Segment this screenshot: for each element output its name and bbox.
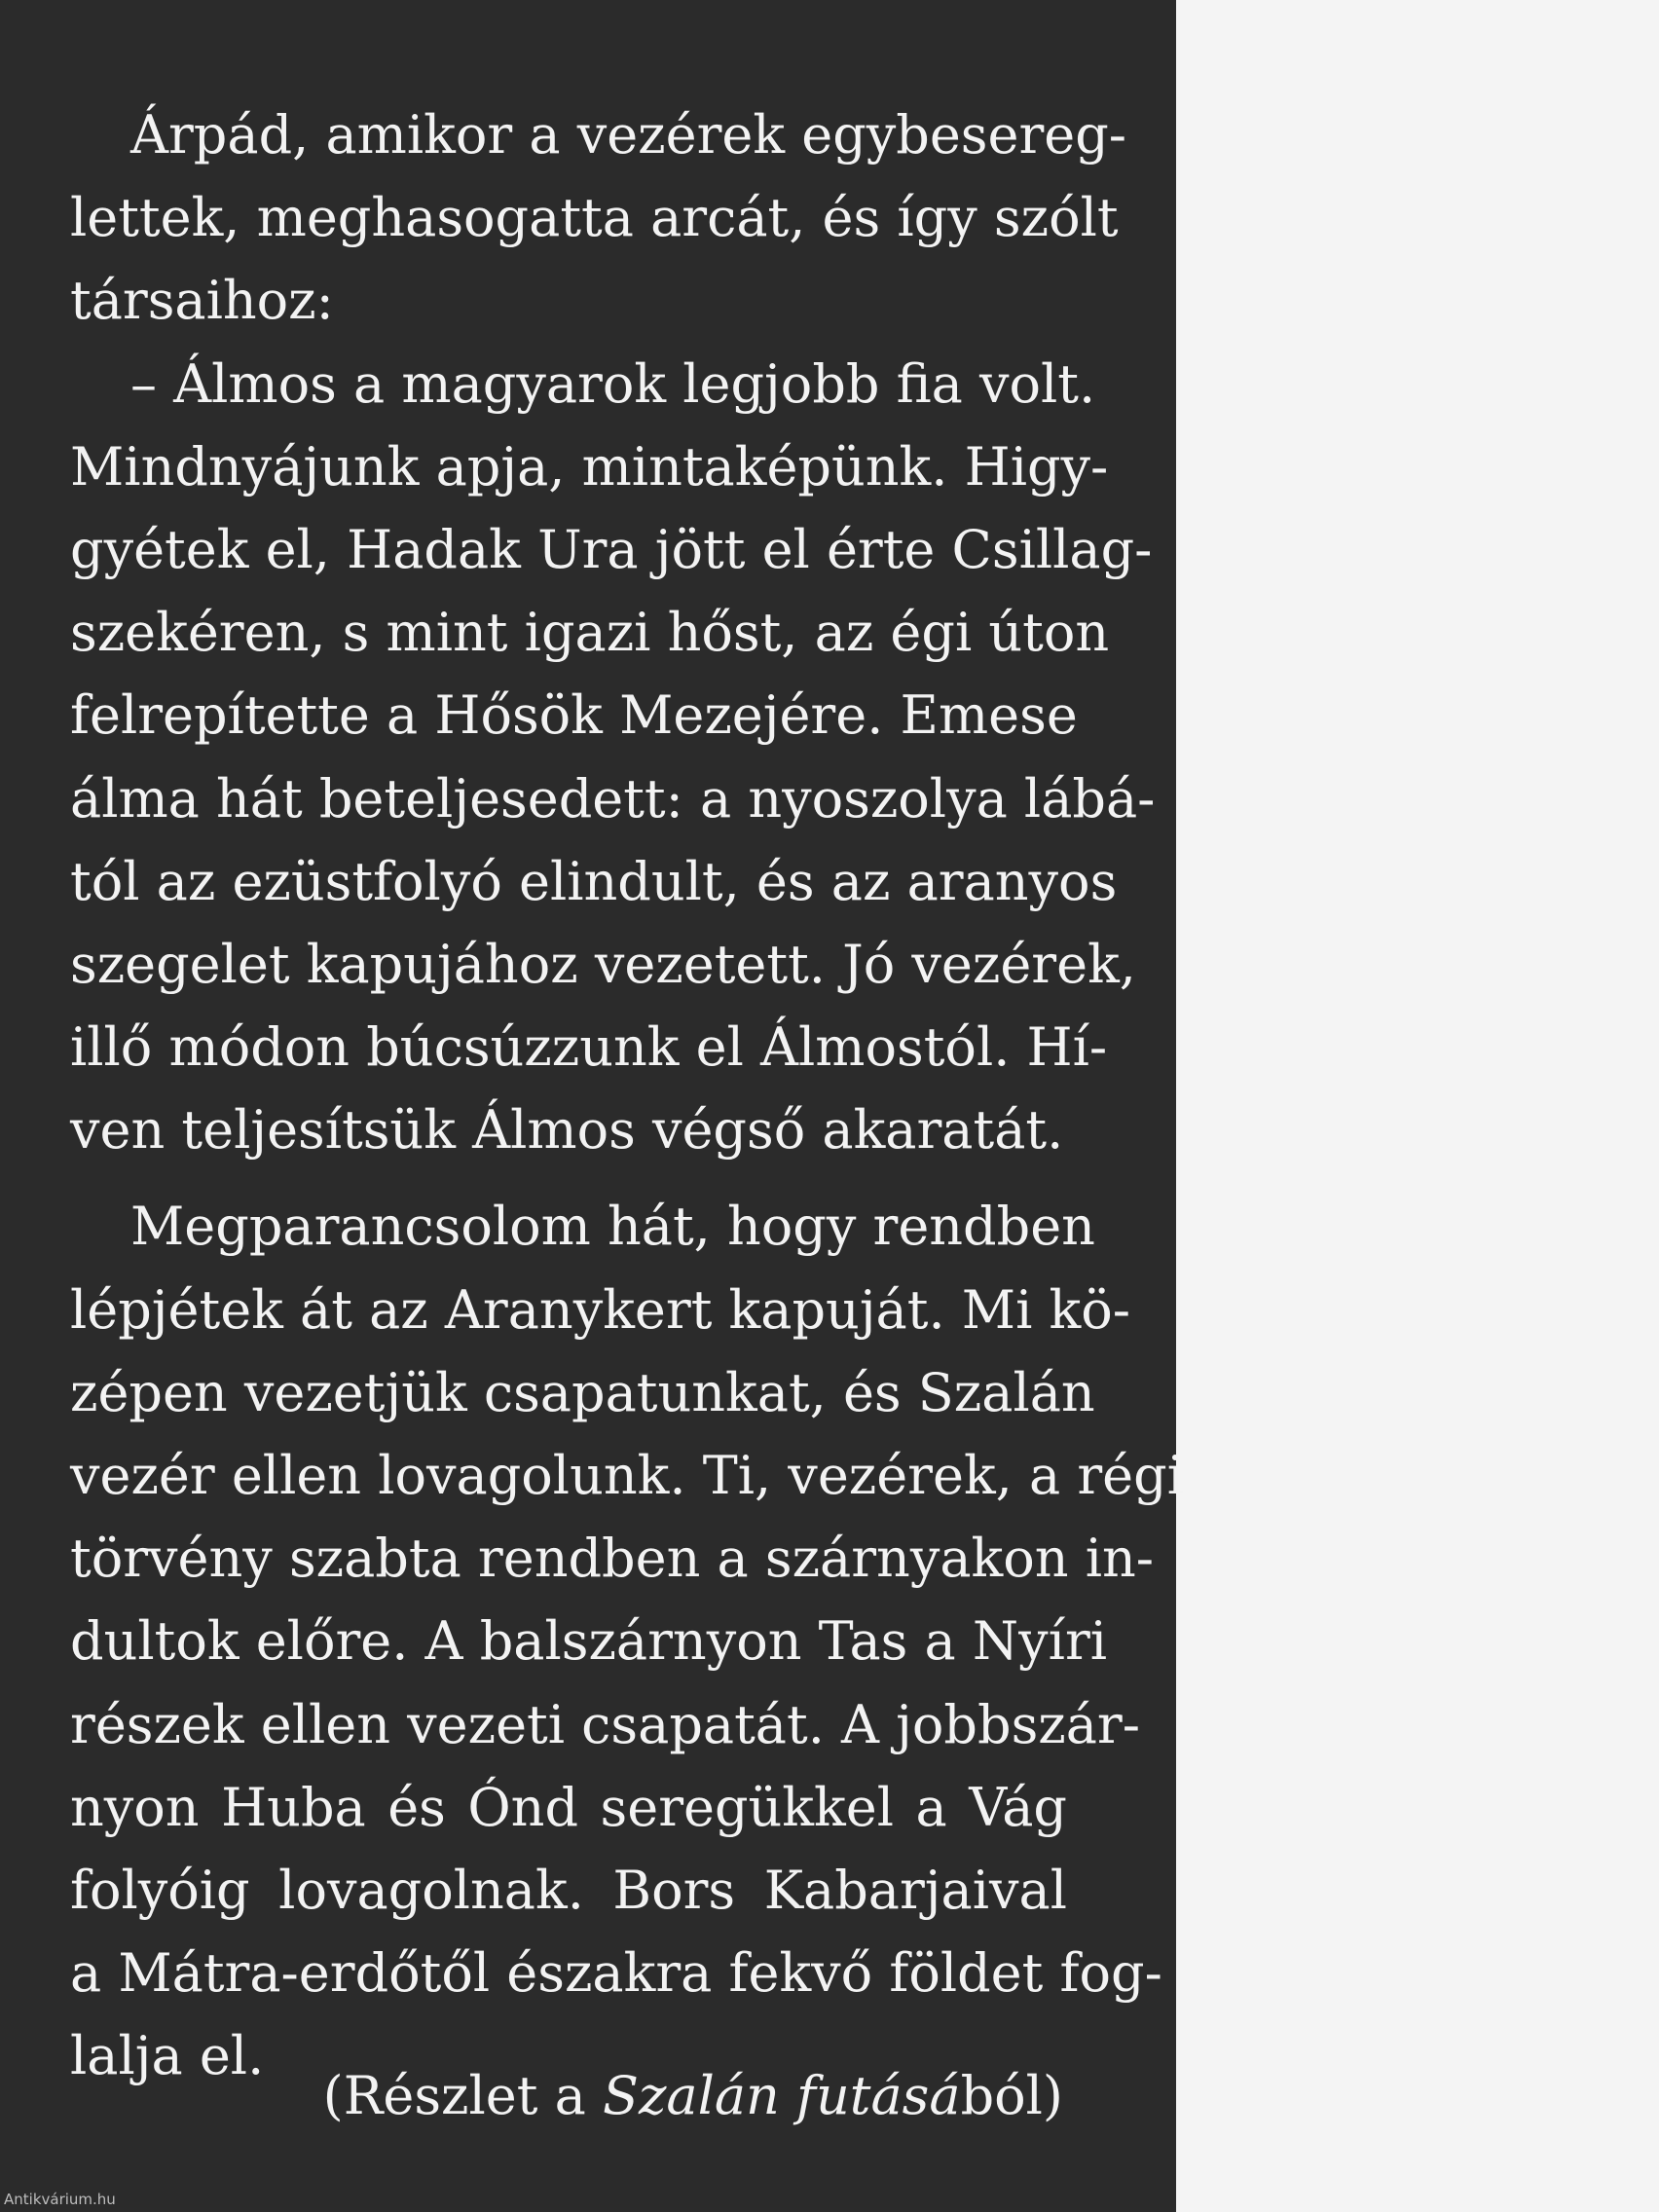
text-line: a Mátra-erdőtől északra fekvő földet fog- [70,1942,1162,2005]
text-line: Mindnyájunk apja, mintaképünk. Higy- [70,435,1109,498]
source-attribution [70,2062,1063,2130]
body-text [70,93,1184,2098]
attribution-prefix: (Részlet a [322,2065,603,2126]
text-line: részek ellen vezeti csapatát. A jobbszár- [70,1693,1140,1755]
text-line: ven teljesítsük Álmos végső akaratát. [70,1099,1064,1161]
text-line: lettek, meghasogatta arcát, és így szólt [70,187,1119,249]
text-line: Megparancsolom hát, hogy rendben [130,1196,1095,1258]
text-line: illő módon búcsúzzunk el Álmostól. Hí- [70,1016,1108,1079]
text-line: nyon Huba és Ónd seregükkel a Vág [70,1776,1067,1838]
text-line: szekéren, s mint igazi hőst, az égi úton [70,602,1110,664]
paragraph-1 [70,93,1127,343]
text-line: lépjétek át az Aranykert kapuját. Mi kö- [70,1278,1130,1341]
attribution-suffix: ból) [960,2065,1063,2126]
text-line: Árpád, amikor a vezérek egybesereg- [130,104,1127,166]
text-line: lalja el. [70,2025,265,2087]
text-line: – Álmos a magyarok legjobb fia volt. [130,352,1096,415]
attribution-title: Szalán futásá [602,2065,961,2126]
text-line: gyétek el, Hadak Ura jött el érte Csillag- [70,518,1153,580]
text-line: felrepítette a Hősök Mezejére. Emese [70,684,1078,747]
watermark: Antikvárium.hu [4,2191,116,2208]
text-line: szegelet kapujához vezetett. Jó vezérek, [70,933,1136,995]
text-line: álma hát beteljesedett: a nyoszolya lábá- [70,767,1156,830]
text-line: vezér ellen lovagolunk. Ti, vezérek, a régi [70,1445,1184,1506]
text-line: zépen vezetjük csapatunkat, és Szalán [70,1361,1095,1423]
paragraph-2 [70,343,1156,1172]
text-line: törvény szabta rendben a szárnyakon in- [70,1528,1154,1590]
text-line: dultok előre. A balszárnyon Tas a Nyíri [70,1610,1108,1673]
text-line: társaihoz: [70,270,334,332]
paragraph-3 [70,1185,1184,2097]
text-line: tól az ezüstfolyó elindult, és az aranyos [70,850,1118,912]
text-line: folyóig lovagolnak. Bors Kabarjaival [70,1859,1067,1921]
